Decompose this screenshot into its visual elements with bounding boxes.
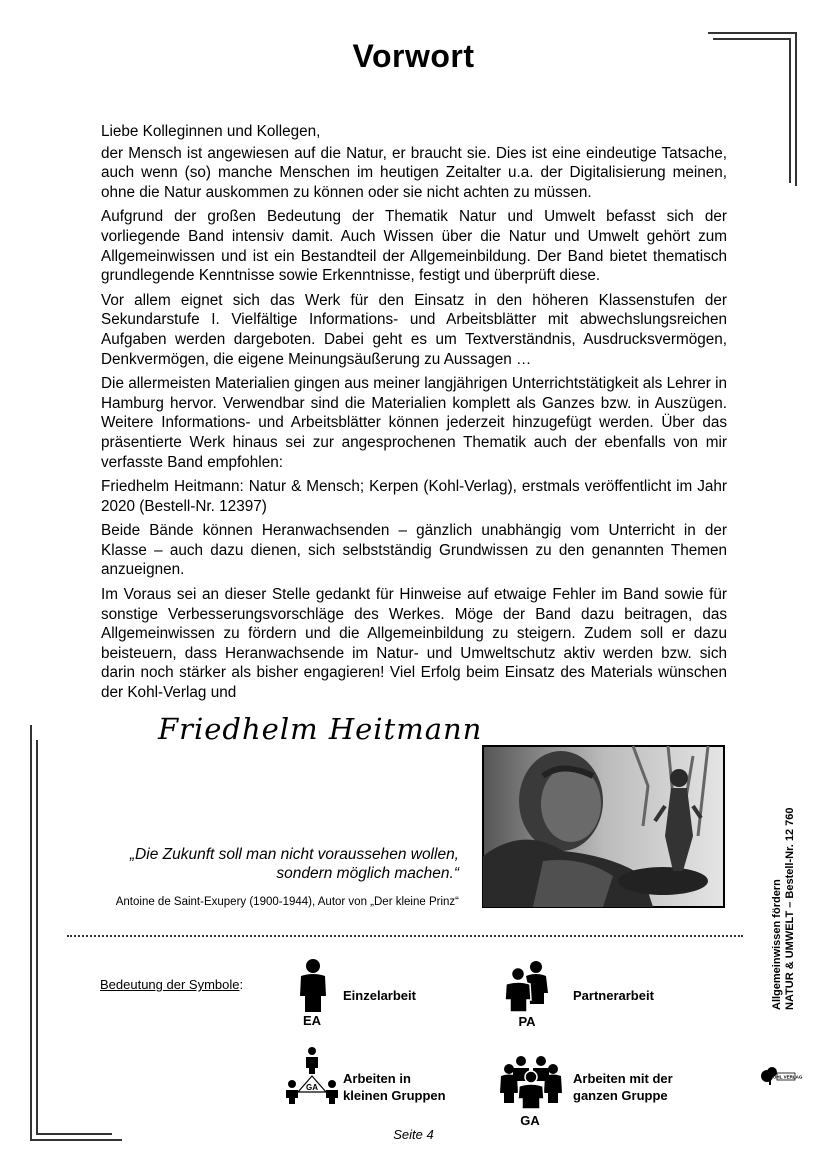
page-number: Seite 4 [393,1127,434,1142]
symbol-abbr-pa: PA [518,1014,536,1029]
dotted-divider [67,935,743,937]
paragraph-5: Friedhelm Heitmann: Natur & Mensch; Kerpen (Kohl-Verlag), erstmals veröffentlicht im Jahr 2020 (Bestell-Nr. 12397) [101,478,727,515]
paragraph-3: Vor allem eignet sich das Werk für den Einsatz in den höheren Klassenstufen der Sekundarstufe I. Vielfältige Informations- und Arbeitsblätter mit abwechslungsreichen Aufgaben werden dargeboten. Dabei geht es um Textverständnis, Ausdrucksvermögen, Denkvermögen, die eigene Meinungsäußerung zu Aussagen … [101,291,727,368]
paragraph-6: Beide Bände können Heranwachsenden – gänzlich unabhängig vom Unterricht in der Klasse – auch dazu dienen, sich selbstständig Grundwissen zu den genannten Themen anzueignen. [101,522,727,579]
paragraph-1: der Mensch ist angewiesen auf die Natur, er braucht sie. Dies ist eine eindeutige Tatsache, auch wenn (so) manche Menschen im heutigen Zeitalter u.a. der Digitalisierung meinen, ohne die Natur auskommen zu können oder sie nicht achten zu müssen. [101,144,727,201]
two-persons-icon [503,960,551,1012]
page-title: Vorwort [352,38,475,74]
symbol-label-partnerarbeit: Partnerarbeit [573,988,654,1003]
single-person-icon [297,958,329,1012]
side-series-info [771,807,797,1010]
quote-author: Antoine de Saint-Exupery (1900-1944), Autor von „Der kleine Prinz“ [115,896,459,908]
small-group-triangle-icon [284,1046,340,1104]
symbol-label-whole-group [573,1070,673,1104]
quote-line-2: sondern möglich machen.“ [276,865,459,882]
frame-top-right-h1 [708,32,796,34]
paragraph-7: Im Voraus sei an dieser Stelle gedankt für Hinweise auf etwaige Fehler im Band sowie für sonstige Verbesserungsvorschläge des Werkes. Möge der Band dazu beitragen, das Allgemeinwissen zu fördern und die Allgemeinbildung zu steigern. Zudem soll er dazu beisteuern, dass Heranwachsende im Natur- und Umweltschutz aktiv werden bzw. sich darin noch stärker als bisher engagieren! Viel Erfolg beim Einsatz des Materials wünschen der Kohl-Verlag und [101,586,727,702]
symbol-label-einzelarbeit: Einzelarbeit [343,988,416,1003]
side-line-2: NATUR & UMWELT – Bestell-Nr. 12 760 [784,807,796,1010]
foreword-body [101,122,727,708]
logo-text: KOHL VERLAG [769,1074,803,1080]
paragraph-4: Die allermeisten Materialien gingen aus meiner langjährigen Unterrichtstätigkeit als Lehrer in Hamburg hervor. Verwendbar sind die Materialien komplett als Ganzes bzw. in Auszügen. Weitere Informations- und Arbeitsblätter können jederzeit hinzugefügt werden. Über das präsentierte Werk hinaus sei zur angesprochenen Thematik auch der ebenfalls von mir verfasste Band empfohlen: [101,375,727,471]
symbols-heading [100,977,243,992]
statue-photo [483,746,724,907]
symbols-heading-colon: : [239,977,244,992]
symbol-abbr-ga: GA [520,1113,540,1128]
frame-bottom-left-v1 [30,725,32,1140]
kohl-verlag-logo [760,1060,803,1086]
small-groups-line-1: Arbeiten in [343,1071,411,1086]
small-groups-line-2: kleinen Gruppen [343,1088,446,1103]
symbols-heading-text: Bedeutung der Symbole [100,977,240,992]
symbol-label-small-groups [343,1070,446,1104]
frame-bottom-left-v2 [36,740,38,1134]
whole-group-line-1: Arbeiten mit der [573,1071,673,1086]
whole-group-line-2: ganzen Gruppe [573,1088,668,1103]
small-group-triangle-abbr: GA [306,1083,318,1092]
author-signature: Friedhelm Heitmann [158,712,483,746]
paragraph-greeting: Liebe Kolleginnen und Kollegen, [101,123,321,140]
whole-group-icon [500,1055,562,1109]
quote-line-1: „Die Zukunft soll man nicht voraussehen wollen, [129,846,459,863]
paragraph-2: Aufgrund der großen Bedeutung der Thematik Natur und Umwelt befasst sich der vorliegende Band intensiv damit. Auch Wissen über die Natur und Umwelt gehört zum Allgemeinwissen und ist ein Bestandteil der Allgemeinbildung. Der Band bietet thematisch grundlegende Kenntnisse sowie Erkenntnisse, festigt und überprüft diese. [101,208,727,285]
side-line-1: Allgemeinwissen fördern [771,879,783,1010]
quote [130,845,459,883]
symbol-abbr-ea: EA [302,1013,322,1028]
